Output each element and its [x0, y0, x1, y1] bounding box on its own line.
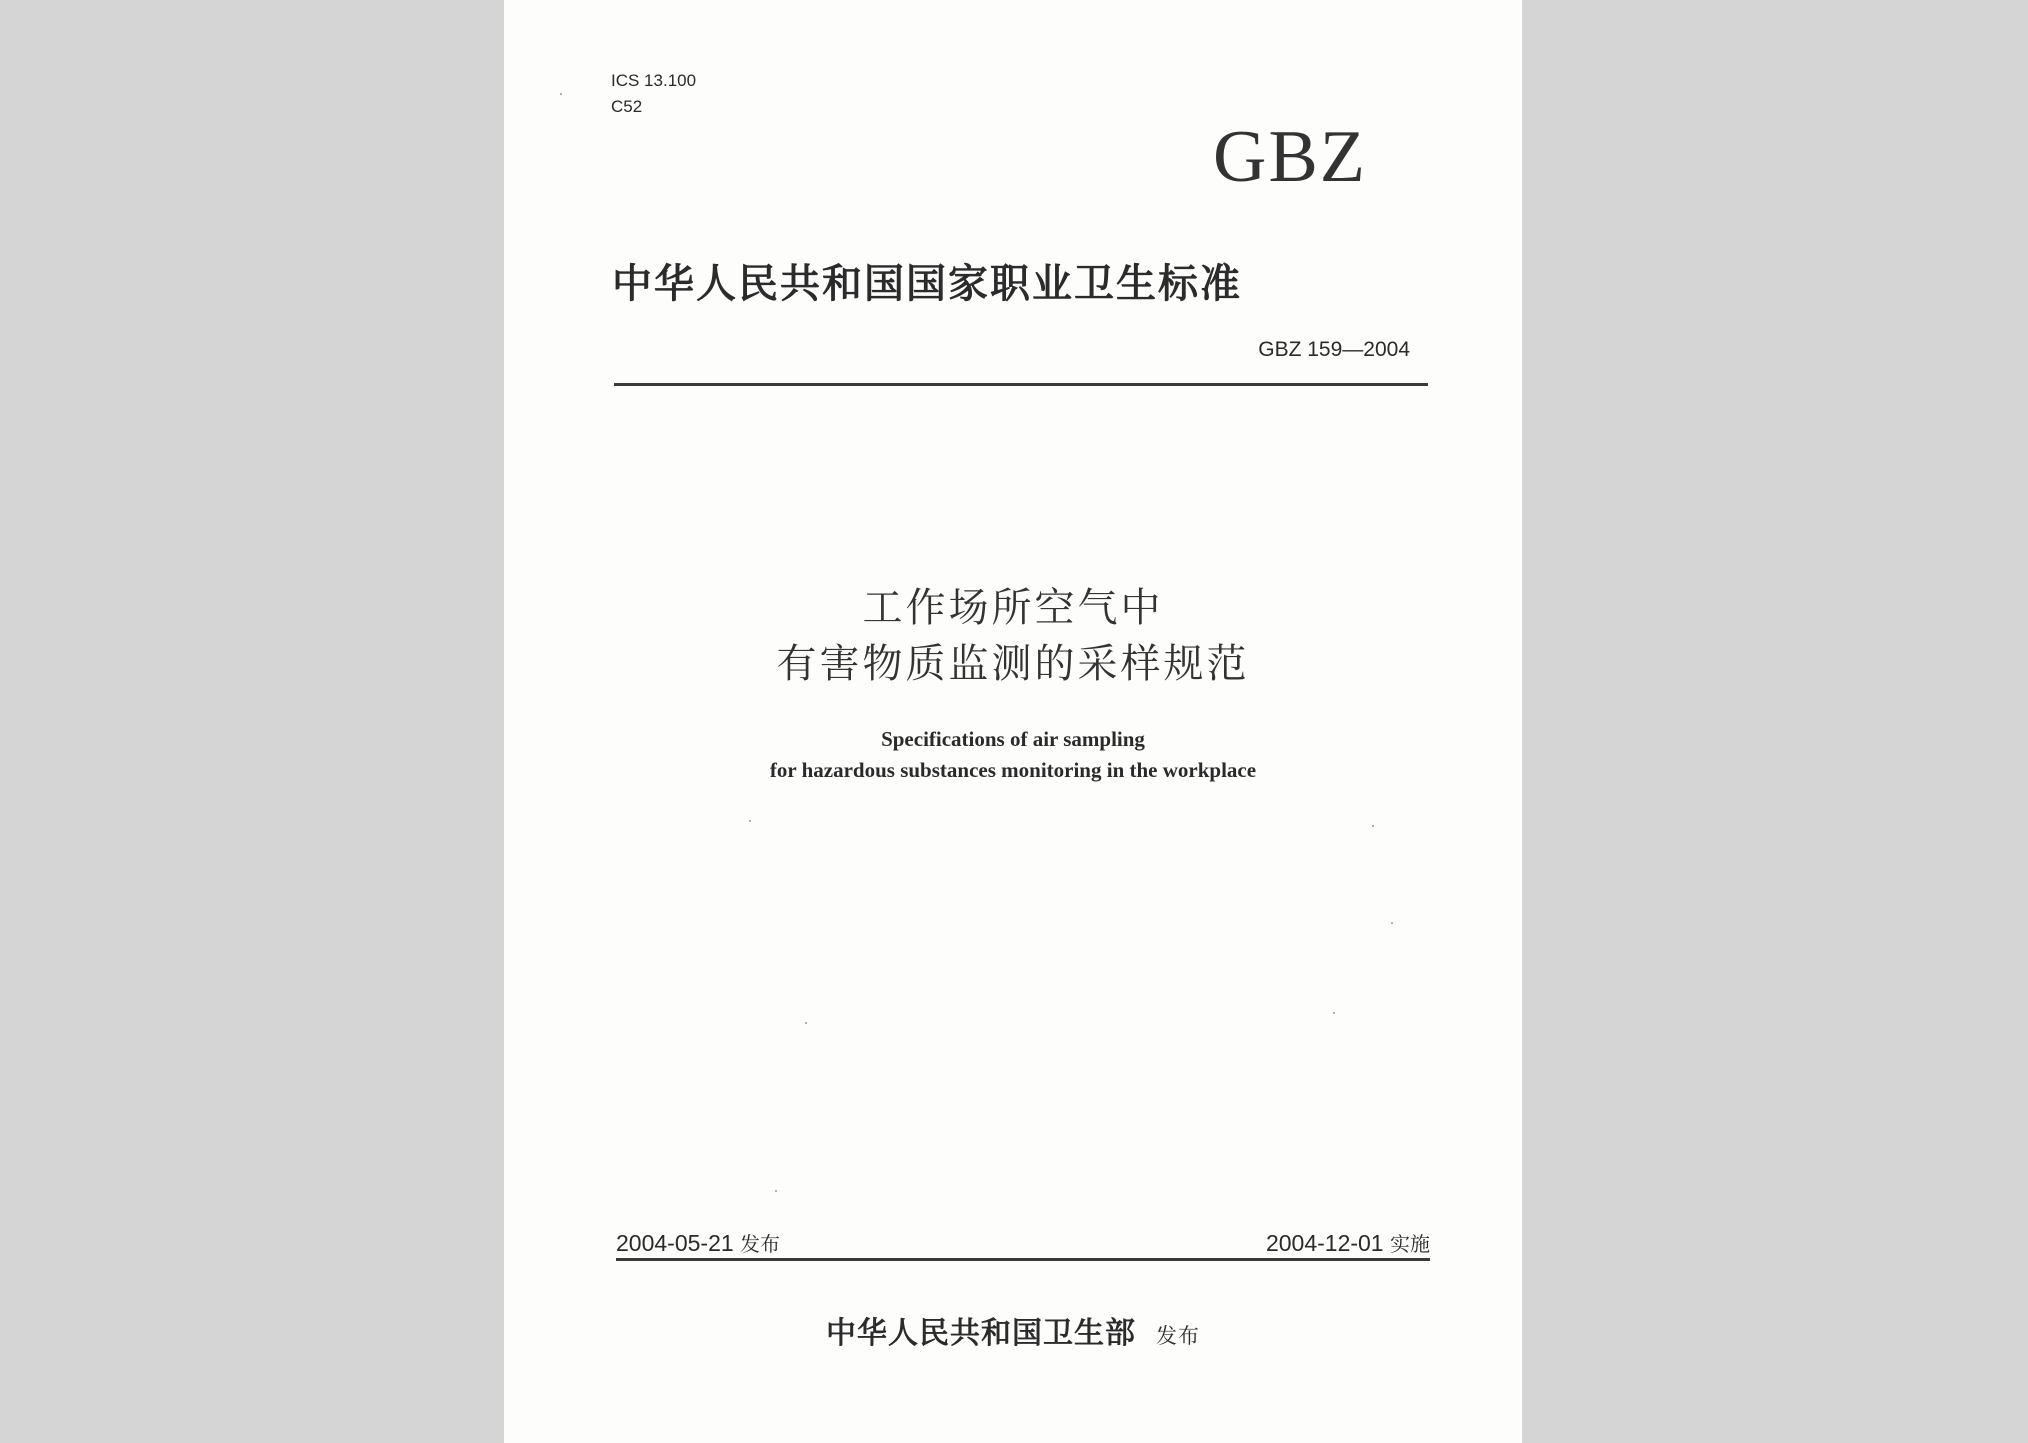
header-divider	[614, 383, 1428, 386]
standard-category: 中华人民共和国国家职业卫生标准	[612, 260, 1242, 307]
scan-speck	[1333, 1012, 1335, 1014]
document-page	[504, 0, 1522, 1443]
scan-speck	[1372, 825, 1374, 827]
scan-speck	[560, 93, 562, 95]
issue-date-block	[616, 1228, 780, 1257]
scan-speck	[805, 1022, 807, 1024]
date-row	[616, 1228, 1430, 1258]
scan-speck	[749, 820, 751, 822]
title-english	[504, 724, 1522, 786]
issuer-suffix: 发布	[1156, 1324, 1200, 1348]
title-chinese	[504, 580, 1522, 692]
standard-code-mark: GBZ	[1213, 116, 1367, 198]
issue-label: 发布	[740, 1234, 781, 1256]
ics-code: ICS 13.100	[611, 71, 697, 90]
issue-date: 2004-05-21	[616, 1230, 734, 1256]
title-english-line-1: Specifications of air sampling	[881, 727, 1145, 751]
title-english-line-2: for hazardous substances monitoring in the workplace	[769, 758, 1257, 782]
scan-speck	[1391, 922, 1393, 924]
standard-number: GBZ 159—2004	[1258, 338, 1410, 361]
scan-speck	[775, 1190, 777, 1192]
classification-codes	[611, 68, 696, 120]
issuer-name: 中华人民共和国卫生部	[826, 1316, 1136, 1351]
footer-divider	[616, 1258, 1430, 1261]
implement-label: 实施	[1390, 1234, 1430, 1256]
implement-date: 2004-12-01	[1265, 1230, 1384, 1256]
ccs-code: C52	[611, 97, 643, 116]
title-chinese-line-1: 工作场所空气中	[862, 585, 1164, 631]
title-chinese-line-2: 有害物质监测的采样规范	[776, 641, 1250, 687]
implement-date-block	[1266, 1228, 1430, 1257]
issuer-line	[504, 1308, 1522, 1352]
